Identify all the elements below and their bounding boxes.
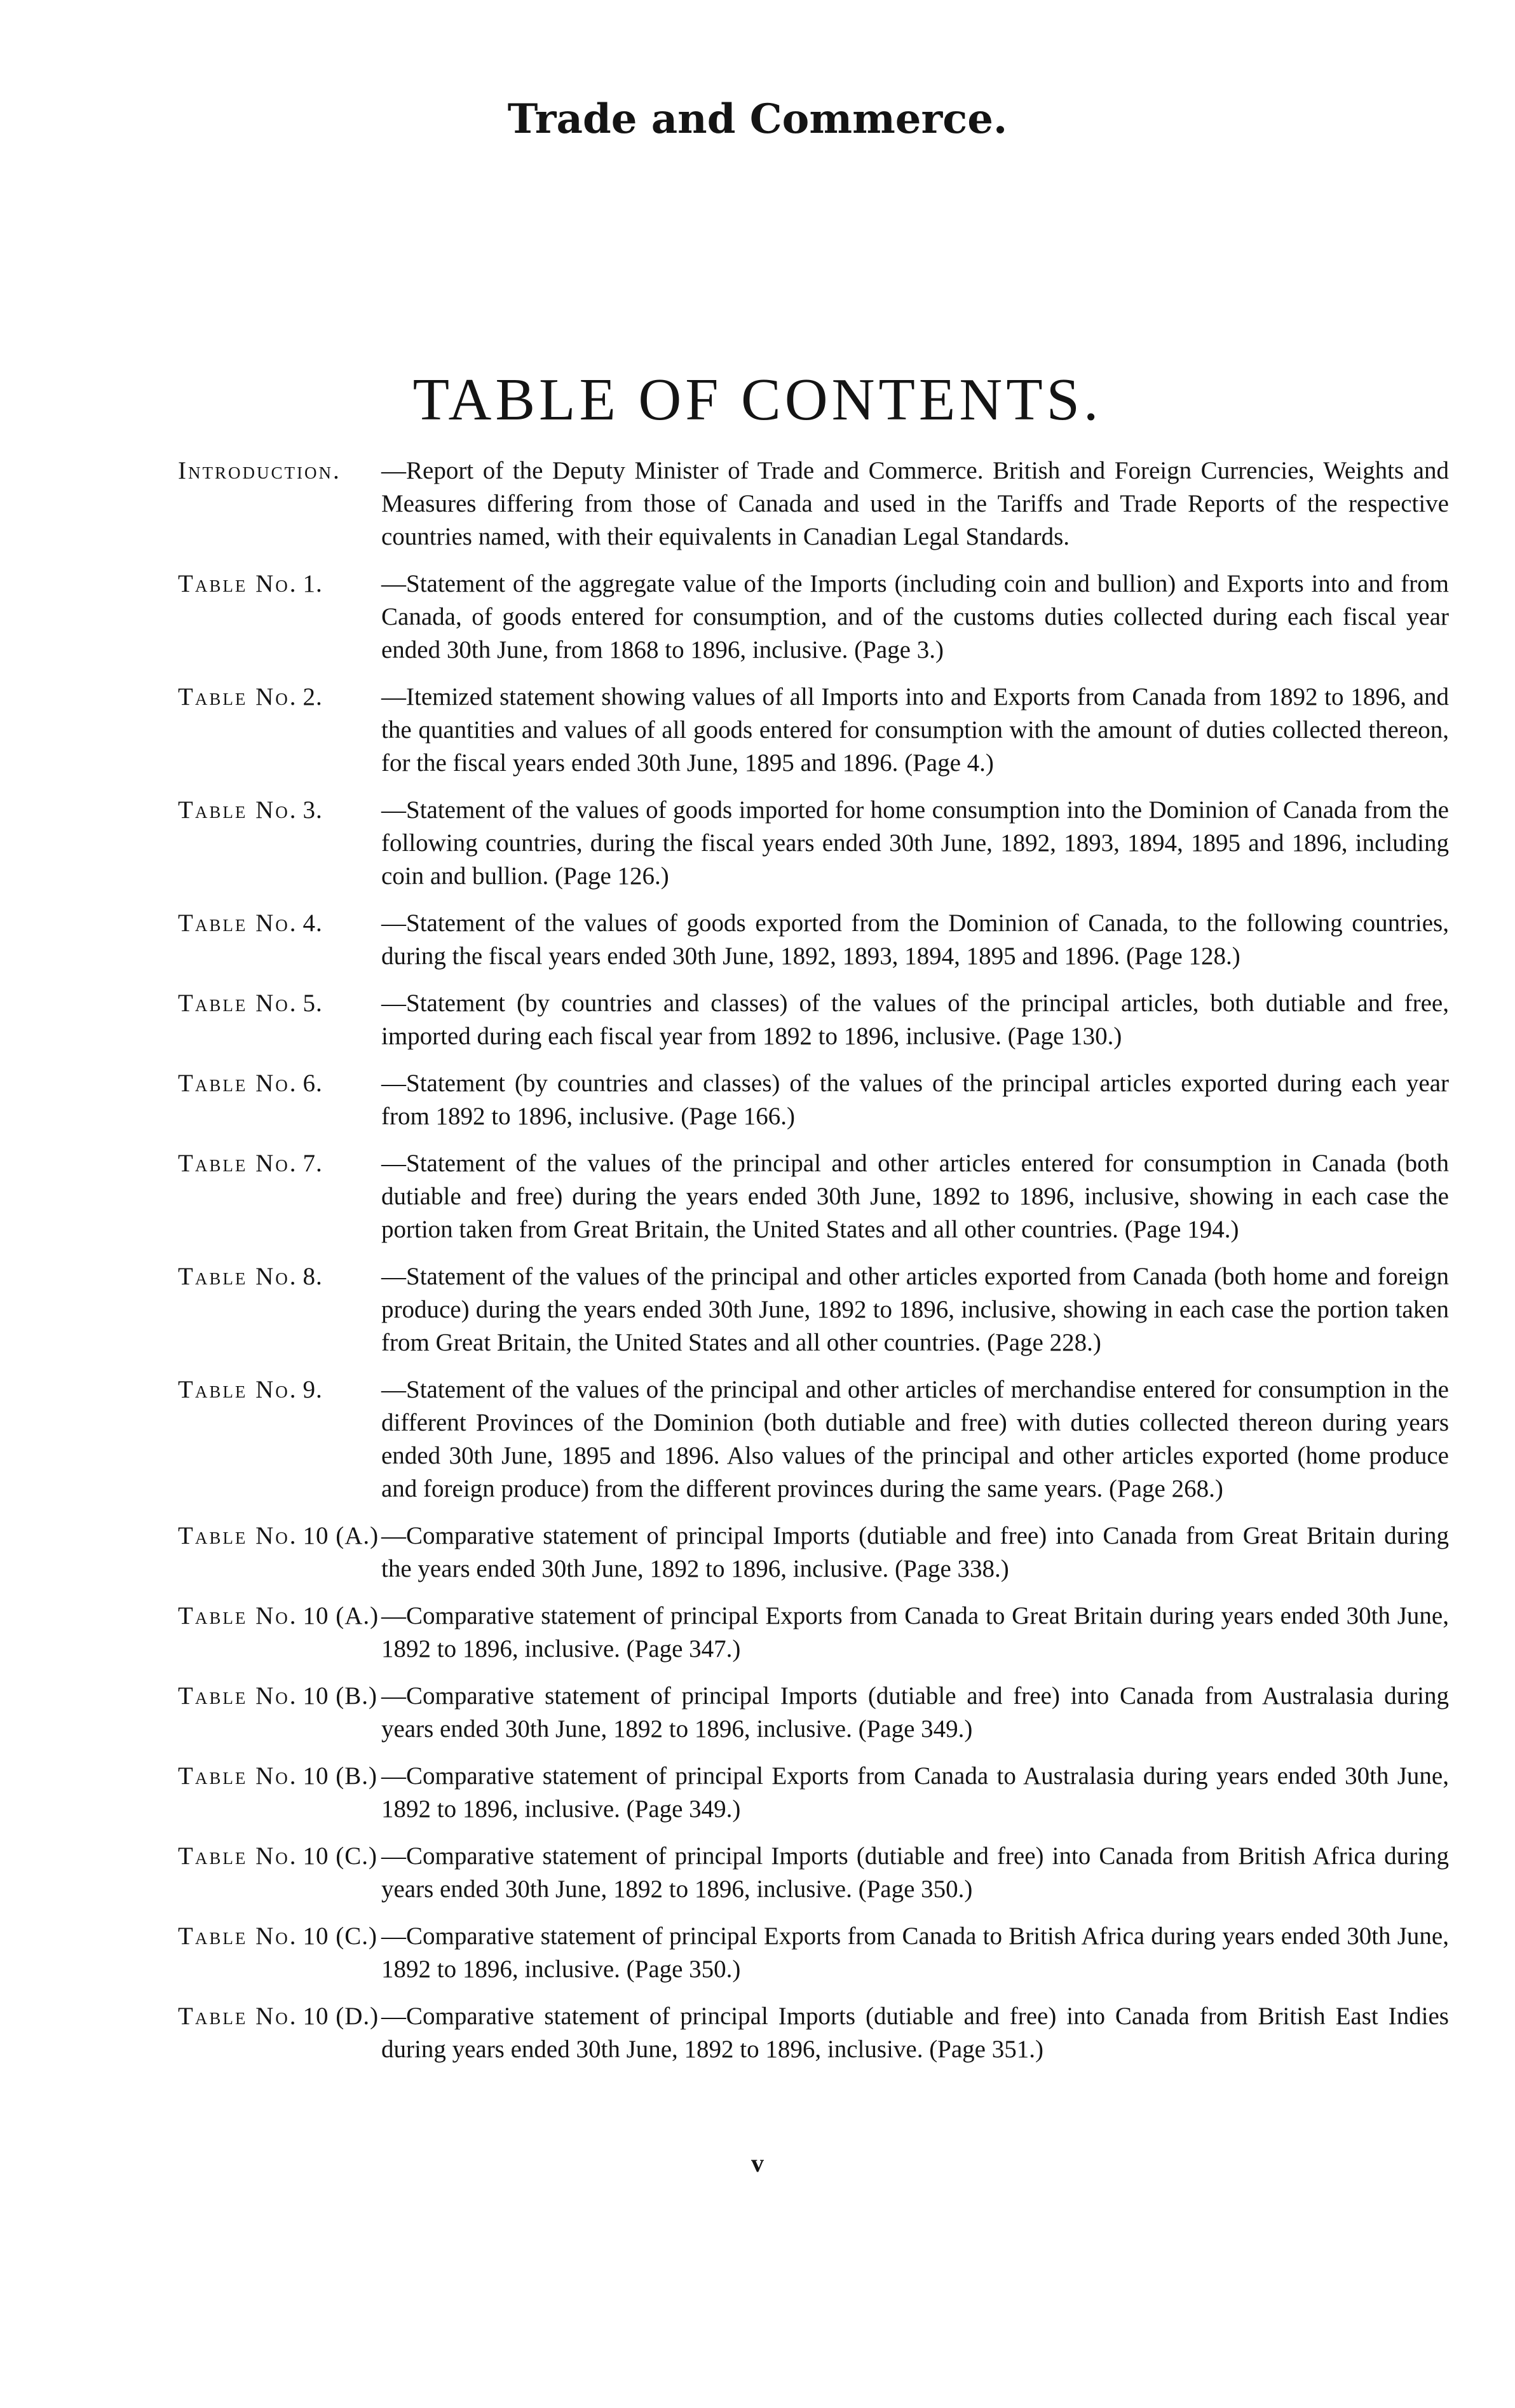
table-label-text: Table No. [178,1263,298,1290]
table-number: 10 (B.) [302,1682,377,1710]
table-entry-label [178,1260,381,1359]
table-entry [178,681,1449,780]
table-entry-label [178,987,381,1053]
table-entry [178,1840,1449,1906]
table-label-text: Table No. [178,1150,298,1177]
table-entry-description: —Comparative statement of principal Imports (dutiable and free) into Canada from Australasia during years ended 30th June, 1892 to 1896, inclusive. (Page 349.) [381,1682,1449,1743]
page-title: TABLE OF CONTENTS. [412,367,1103,433]
table-number: 7. [302,1150,323,1177]
table-entry [178,1760,1449,1826]
table-entry [178,1373,1449,1506]
table-entry-label [178,1680,381,1746]
table-entry [178,1920,1449,1986]
table-entry-label [178,907,381,973]
table-label-text: Table No. [178,1070,298,1097]
table-entry [178,1260,1449,1359]
table-entry [178,794,1449,893]
table-entry-description: —Statement of the values of the principal and other articles exported from Canada (both home and foreign produce) during the years ended 30th June, 1892 to 1896, inclusive, showing in each case the portion taken from Great Britain, the United States and all other countries. (Page 228.) [381,1263,1449,1356]
table-number: 1. [302,570,323,597]
table-number: 6. [302,1070,323,1097]
table-entry-description: —Statement of the aggregate value of the Imports (including coin and bullion) and Exports into and from Canada, of goods entered for consumption, and of the customs duties collected during each fiscal year ended 30th June, from 1868 to 1896, inclusive. (Page 3.) [381,570,1449,663]
table-label-text: Table No. [178,1842,298,1870]
table-label-text: Table No. [178,990,298,1017]
table-number: 8. [302,1263,323,1290]
table-label-text: Table No. [178,1376,298,1403]
table-entries [178,568,1449,2066]
table-label-text: Table No. [178,1682,298,1710]
table-entry-description: —Statement of the values of goods imported for home consumption into the Dominion of Canada from the following countries, during the fiscal years ended 30th June, 1892, 1893, 1894, 1895 and 1896, including coin and bullion. (Page 126.) [381,796,1449,890]
table-number: 10 (B.) [302,1762,377,1790]
table-label-text: Table No. [178,909,298,937]
table-number: 3. [302,796,323,824]
running-header: Trade and Commerce. [507,95,1008,143]
table-entry [178,568,1449,667]
table-label-text: Table No. [178,1922,298,1950]
table-number: 4. [302,909,323,937]
introduction-label: Introduction. [178,457,341,484]
table-entry-label [178,2000,381,2066]
table-number: 9. [302,1376,323,1403]
table-entry-description: —Statement (by countries and classes) of the values of the principal articles exported during each year from 1892 to 1896, inclusive. (Page 166.) [381,1070,1449,1130]
table-entry [178,1520,1449,1586]
contents-list [178,454,1449,2080]
table-number: 5. [302,990,323,1017]
table-entry-label [178,568,381,667]
table-label-text: Table No. [178,796,298,824]
table-entry-description: —Comparative statement of principal Exports from Canada to British Africa during years ended 30th June, 1892 to 1896, inclusive. (Page 350.) [381,1922,1449,1983]
table-label-text: Table No. [178,1762,298,1790]
table-entry-description: —Comparative statement of principal Imports (dutiable and free) into Canada from British East Indies during years ended 30th June, 1892 to 1896, inclusive. (Page 351.) [381,2003,1449,2063]
table-entry-description: —Comparative statement of principal Imports (dutiable and free) into Canada from Great Britain during the years ended 30th June, 1892 to 1896, inclusive. (Page 338.) [381,1522,1449,1582]
table-entry [178,987,1449,1053]
table-entry-label [178,1920,381,1986]
table-entry-description: —Comparative statement of principal Exports from Canada to Great Britain during years ended 30th June, 1892 to 1896, inclusive. (Page 347.) [381,1602,1449,1663]
table-entry-description: —Statement of the values of the principal and other articles of merchandise entered for consumption in the different Provinces of the Dominion (both dutiable and free) with duties collected thereon during years ended 30th June, 1895 and 1896. Also values of the principal and other articles exported (home produce and foreign produce) from the different provinces during the same years. (Page 268.) [381,1376,1449,1502]
table-number: 10 (C.) [302,1842,377,1870]
table-entry [178,2000,1449,2066]
table-entry [178,1680,1449,1746]
table-entry-label [178,1067,381,1133]
table-entry-label [178,794,381,893]
table-label-text: Table No. [178,1522,298,1549]
table-entry-description: —Comparative statement of principal Exports from Canada to Australasia during years ended 30th June, 1892 to 1896, inclusive. (Page 349.) [381,1762,1449,1823]
table-entry [178,1600,1449,1666]
table-label-text: Table No. [178,683,298,711]
table-entry-label [178,1760,381,1826]
table-entry [178,1147,1449,1246]
table-number: 10 (D.) [302,2003,379,2030]
table-entry [178,1067,1449,1133]
table-number: 10 (A.) [302,1522,379,1549]
table-entry-label [178,1520,381,1586]
table-entry-label [178,1373,381,1506]
table-entry-description: —Statement of the values of goods exported from the Dominion of Canada, to the following countries, during the fiscal years ended 30th June, 1892, 1893, 1894, 1895 and 1896. (Page 128.) [381,909,1449,970]
introduction-entry [178,454,1449,554]
table-number: 10 (A.) [302,1602,379,1629]
table-label-text: Table No. [178,570,298,597]
table-entry-label [178,1600,381,1666]
table-entry-description: —Statement of the values of the principal and other articles entered for consumption in Canada (both dutiable and free) during the years ended 30th June, 1892 to 1896, inclusive, showing in each case the portion taken from Great Britain, the United States and all other countries. (Page 194.) [381,1150,1449,1243]
table-label-text: Table No. [178,1602,298,1629]
table-entry-description: —Itemized statement showing values of all Imports into and Exports from Canada from 1892 to 1896, and the quantities and values of all goods entered for consumption with the amount of duties collected thereon, for the fiscal years ended 30th June, 1895 and 1896. (Page 4.) [381,683,1449,777]
table-entry-label [178,1147,381,1246]
table-entry-label [178,1840,381,1906]
table-number: 10 (C.) [302,1922,377,1950]
table-number: 2. [302,683,323,711]
table-label-text: Table No. [178,2003,298,2030]
introduction-text: —Report of the Deputy Minister of Trade and Commerce. British and Foreign Currencies, Weights and Measures differing from those of Canada and used in the Tariffs and Trade Reports of the respective countries named, with their equivalents in Canadian Legal Standards. [381,457,1449,550]
table-entry-label [178,681,381,780]
table-entry [178,907,1449,973]
table-entry-description: —Statement (by countries and classes) of the values of the principal articles, both dutiable and free, imported during each fiscal year from 1892 to 1896, inclusive. (Page 130.) [381,990,1449,1050]
table-entry-description: —Comparative statement of principal Imports (dutiable and free) into Canada from British Africa during years ended 30th June, 1892 to 1896, inclusive. (Page 350.) [381,1842,1449,1903]
page-number: v [751,2149,764,2177]
